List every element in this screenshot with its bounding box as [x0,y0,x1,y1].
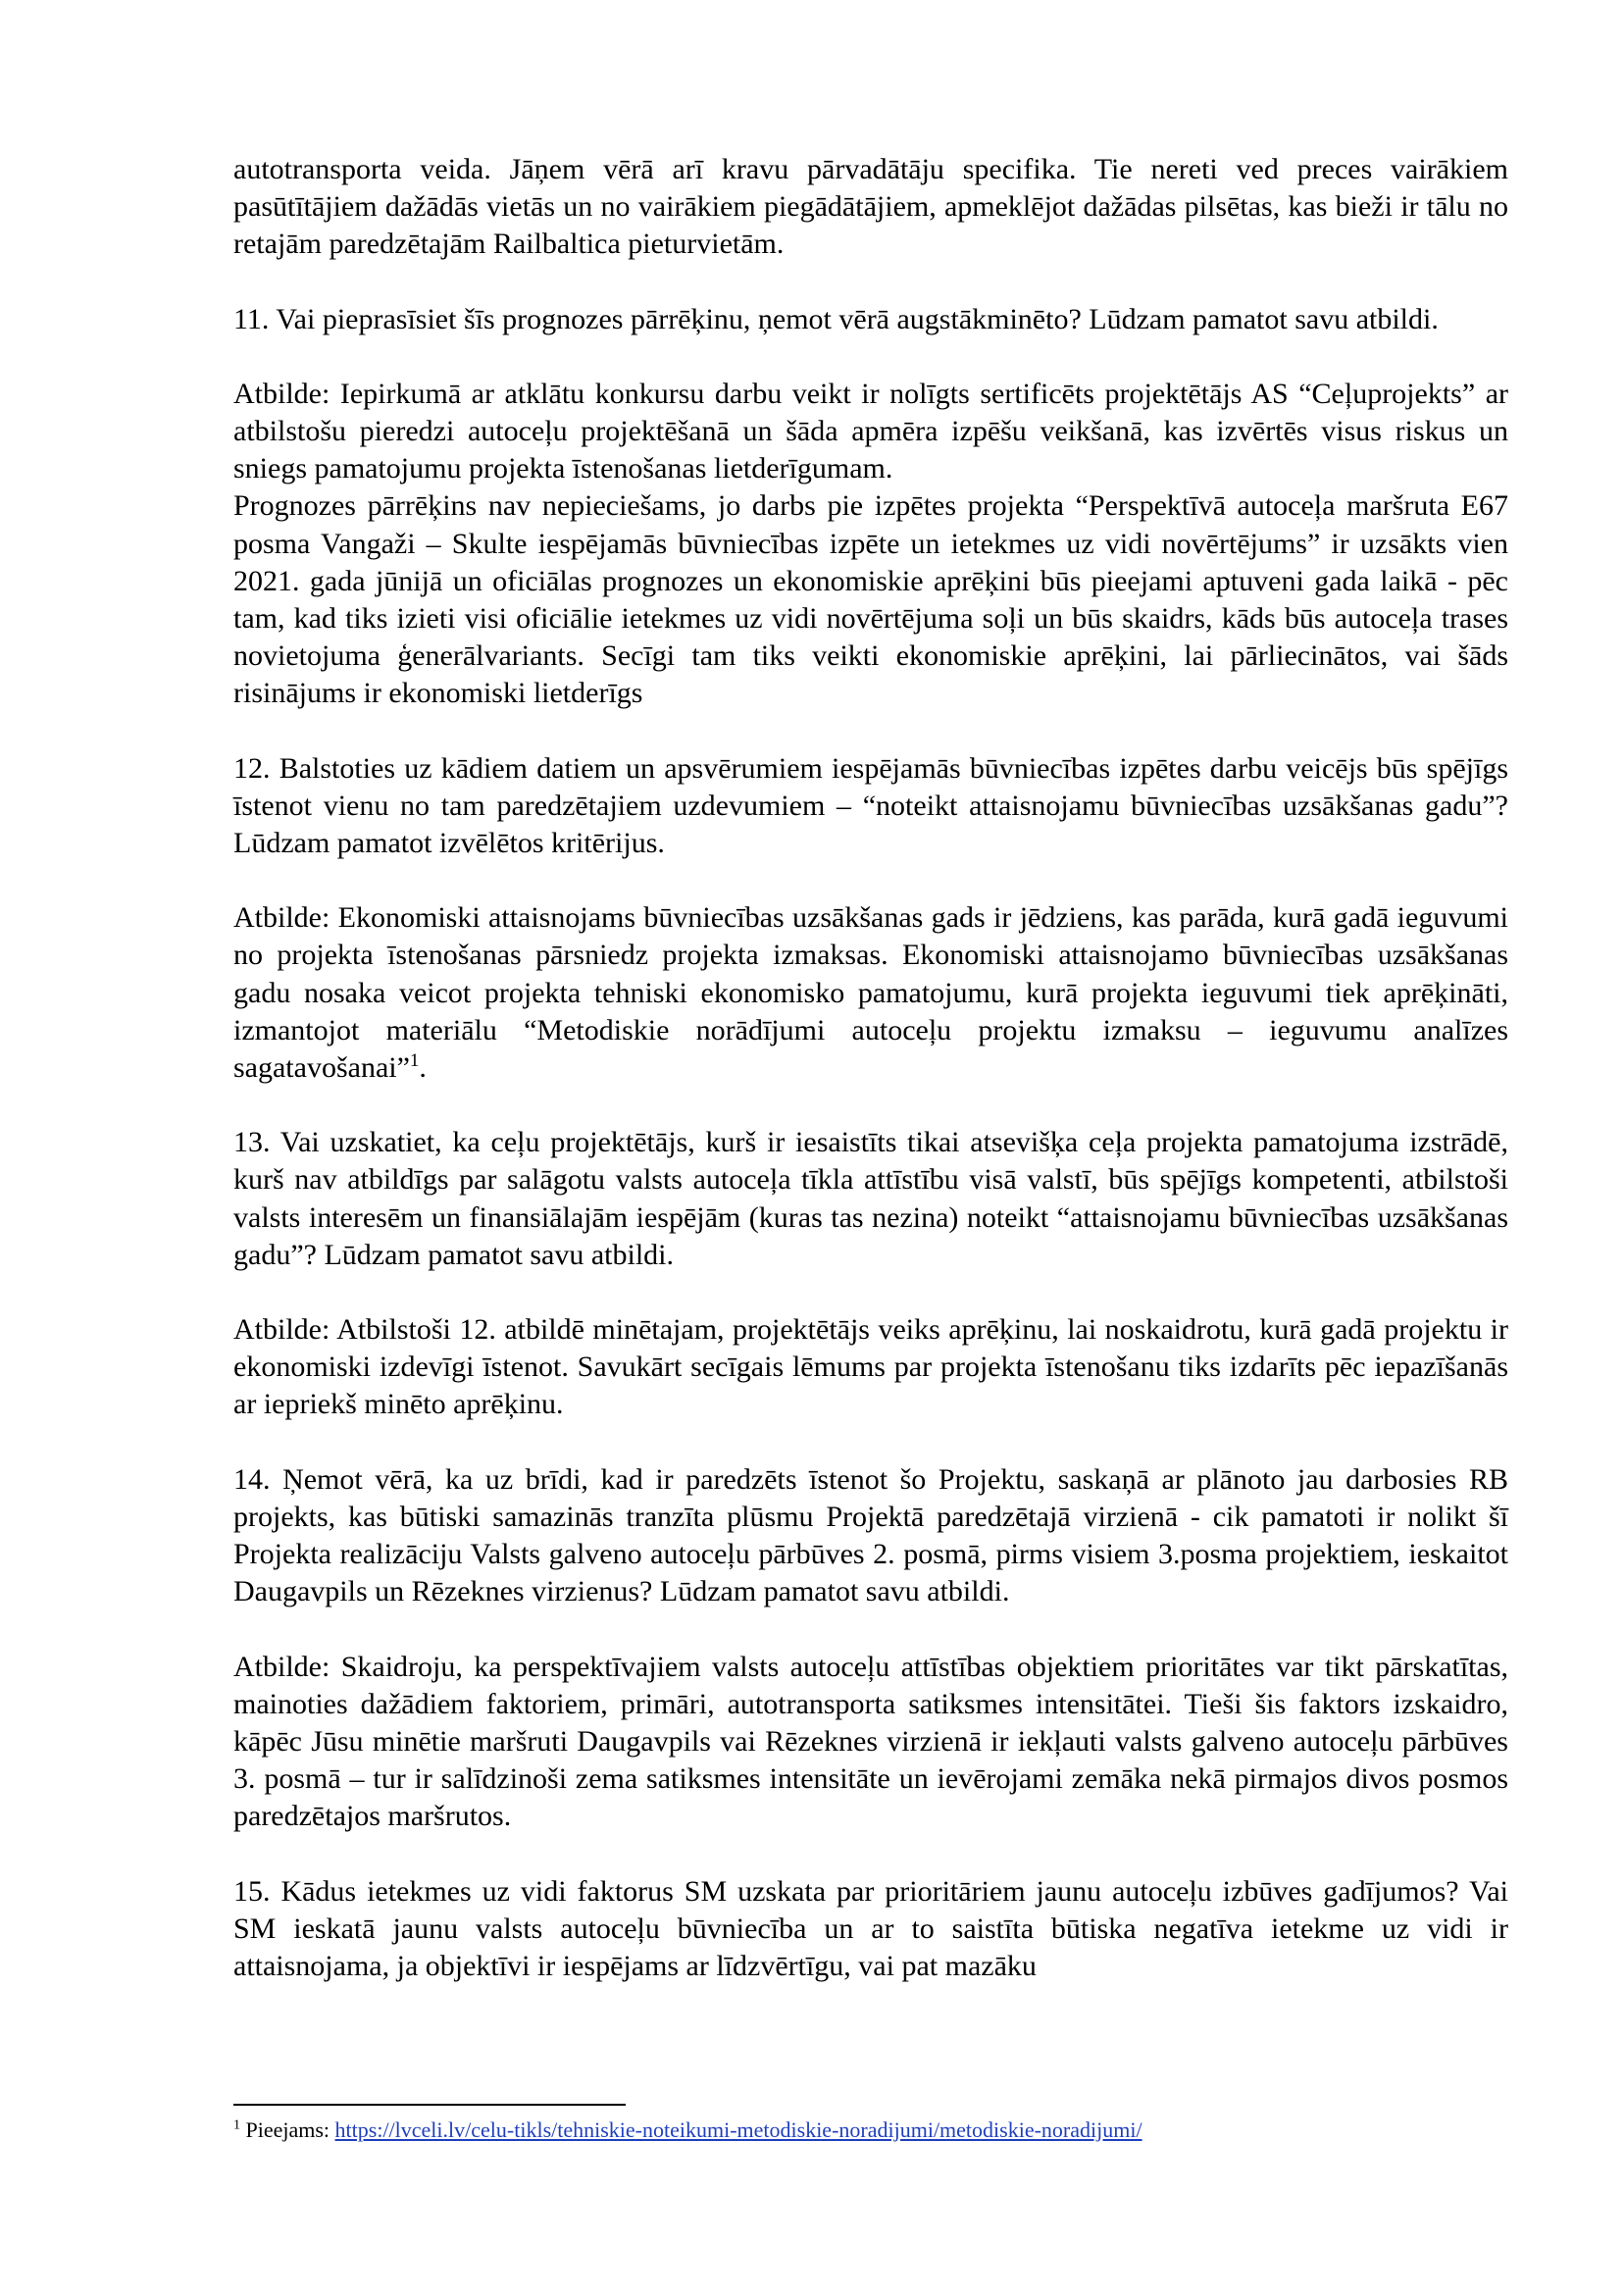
paragraph-continuation: autotransporta veida. Jāņem vērā arī kravu pārvadātāju specifika. Tie nereti ved preces vairākiem pasūtītājiem dažādās vietās un no vairākiem piegādātājiem, apmeklējot dažādas pilsētas, kas bieži ir tālu no retajām paredzētajām Railbaltica pieturvietām. [233,153,1508,261]
answer-13: Atbilde: Atbilstoši 12. atbildē minētajam, projektētājs veiks aprēķinu, lai noskaidrotu, kurā gadā projektu ir ekonomiski izdevīgi īstenot. Savukārt secīgais lēmums par projekta īstenošanu tiks izdarīts pēc iepazīšanās ar iepriekš minēto aprēķinu. [233,1313,1508,1421]
answer-12-period: . [419,1051,427,1085]
document-body [233,151,1508,1985]
answer-12 [233,899,1508,1087]
question-11: 11. Vai pieprasīsiet šīs prognozes pārrēķinu, ņemot vērā augstākminēto? Lūdzam pamatot savu atbildi. [233,302,1439,335]
answer-11-part-2: Prognozes pārrēķins nav nepieciešams, jo darbs pie izpētes projekta “Perspektīvā autoceļa maršruta E67 posma Vangaži – Skulte iespējamās būvniecības izpēte un ietekmes uz vidi novērtējums” ir uzsākts vien 2021. gada jūnijā un oficiālas prognozes un ekonomiskie aprēķini būs pieejami aptuveni gada laikā - pēc tam, kad tiks izieti visi oficiālie ietekmes uz vidi novērtējuma soļi un būs skaidrs, kāds būs autoceļa trases novietojuma ģenerālvariants. Secīgi tam tiks veikti ekonomiskie aprēķini, lai pārliecinātos, vai šāds risinājums ir ekonomiski lietderīgs [233,489,1508,710]
footnote-marker: 1 [233,2117,240,2133]
question-12: 12. Balstoties uz kādiem datiem un apsvērumiem iespējamās būvniecības izpētes darbu veicējs būs spējīgs īstenot vienu no tam paredzētajiem uzdevumiem – “noteikt attaisnojamu būvniecības uzsākšanas gadu”? Lūdzam pamatot izvēlētos kritērijus. [233,751,1508,860]
answer-11-part-1: Atbilde: Iepirkumā ar atklātu konkursu darbu veikt ir nolīgts sertificēts projektētājs AS “Ceļuprojekts” ar atbilstošu pieredzi autoceļu projektēšanā un šāda apmēra izpēšu veikšanā, kas izvērtēs visus riskus un sniegs pamatojumu projekta īstenošanas lietderīgumam. [233,377,1508,485]
footnote-reference[interactable]: 1 [409,1050,420,1072]
footnote-separator [233,2104,626,2106]
question-15: 15. Kādus ietekmes uz vidi faktorus SM uzskata par prioritāriem jaunu autoceļu izbūves gadījumos? Vai SM ieskatā jaunu valsts autoceļu būvniecība un ar to saistīta būtiska negatīva ietekme uz vidi ir attaisnojama, ja objektīvi ir iespējams ar līdzvērtīgu, vai pat mazāku [233,1874,1508,1982]
question-14: 14. Ņemot vērā, ka uz brīdi, kad ir paredzēts īstenot šo Projektu, saskaņā ar plānoto jau darbosies RB projekts, kas būtiski samazinās tranzīta plūsmu Projektā paredzētajā virzienā - cik pamatoti ir nolikt šī Projekta realizāciju Valsts galveno autoceļu pārbūves 2. posmā, pirms visiem 3.posma projektiem, ieskaitot Daugavpils un Rēzeknes virzienus? Lūdzam pamatot savu atbildi. [233,1462,1508,1608]
answer-12-text: Atbilde: Ekonomiski attaisnojams būvniecības uzsākšanas gads ir jēdziens, kas parāda, kurā gadā ieguvumi no projekta īstenošanas pārsniedz projekta izmaksas. Ekonomiski attaisnojamo būvniecības uzsākšanas gadu nosaka veicot projekta tehniski ekonomisko pamatojumu, kurā projekta ieguvumi tiek aprēķināti, izmantojot materiālu “Metodiskie norādījumi autoceļu projektu izmaksu – ieguvumu analīzes sagatavošanai” [233,901,1508,1085]
footnote-label: Pieejams: [240,2117,335,2142]
question-13: 13. Vai uzskatiet, ka ceļu projektētājs, kurš ir iesaistīts tikai atsevišķa ceļa projekta pamatojuma izstrādē, kurš nav atbildīgs par salāgotu valsts autoceļa tīkla attīstību visā valstī, būs spējīgs kompetenti, atbilstoši valsts interesēm un finansiālajām iespējām (kuras tas nezina) noteikt “attaisnojamu būvniecības uzsākšanas gadu”? Lūdzam pamatot savu atbildi. [233,1126,1508,1271]
footnote [233,2116,1508,2144]
answer-14: Atbilde: Skaidroju, ka perspektīvajiem valsts autoceļu attīstības objektiem prioritātes var tikt pārskatītas, mainoties dažādiem faktoriem, primāri, autotransporta satiksmes intensitātei. Tieši šis faktors izskaidro, kāpēc Jūsu minētie maršruti Daugavpils vai Rēzeknes virzienā ir iekļauti valsts galveno autoceļu pārbūves 3. posmā – tur ir salīdzinoši zema satiksmes intensitāte un ievērojami zemāka nekā pirmajos divos posmos paredzētajos maršrutos. [233,1650,1508,1833]
footnote-link[interactable]: https://lvceli.lv/celu-tikls/tehniskie-noteikumi-metodiskie-noradijumi/metodiskie-noradijumi/ [334,2117,1142,2142]
